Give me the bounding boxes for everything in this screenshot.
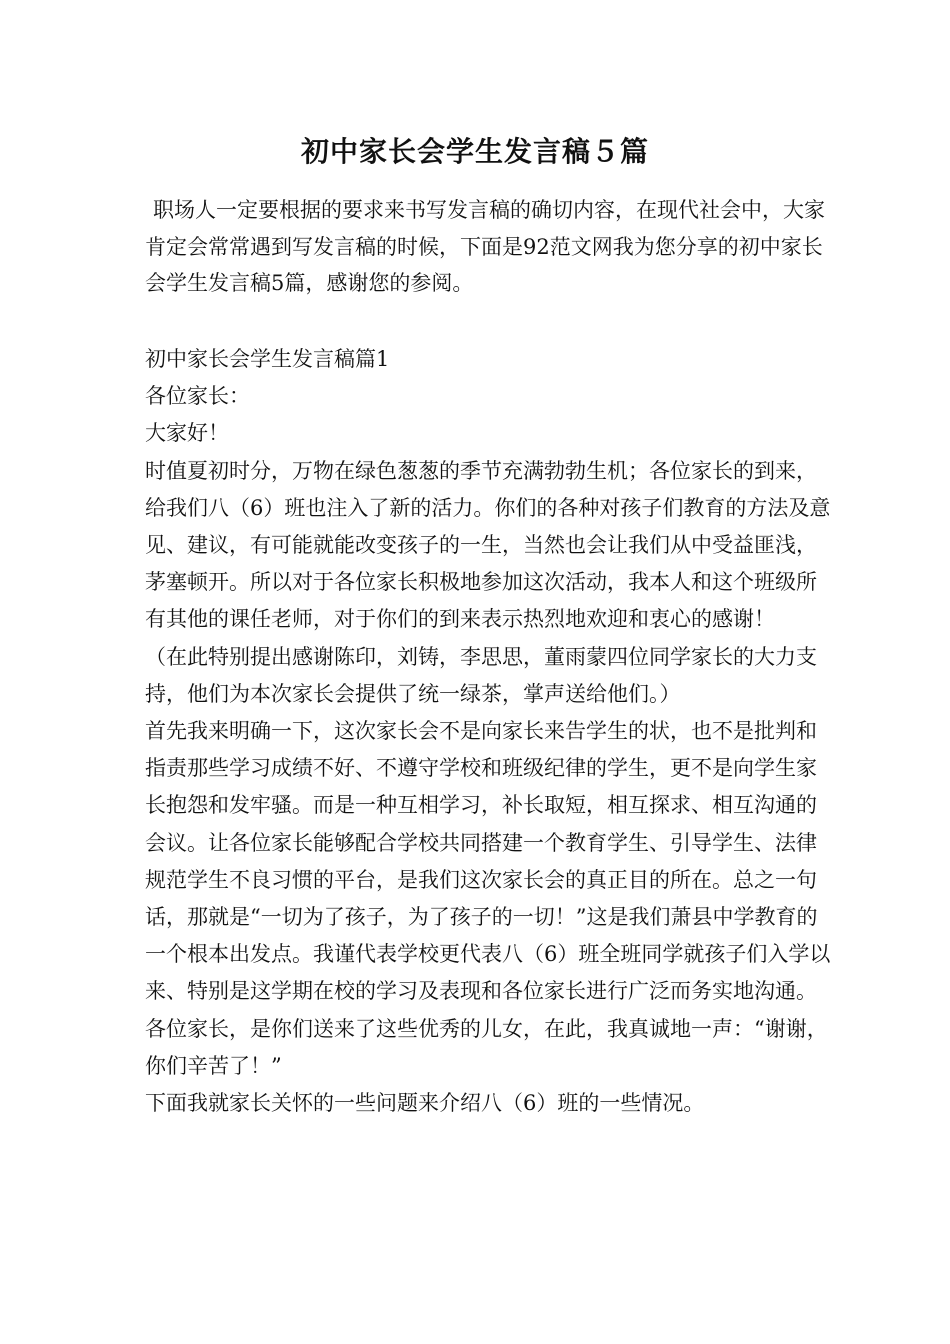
document-title: 初中家长会学生发言稿５篇 xyxy=(300,135,649,168)
salutation: 各位家长： xyxy=(145,384,250,409)
body-paragraph: 下面我就家长关怀的一些问题来介绍八（6）班的一些情况。 xyxy=(145,1091,705,1116)
body-paragraph: （在此特别提出感谢陈印，刘铸，李思思，董雨蒙四位同学家长的大力支持，他们为本次家长会提供了统一绿茶，掌声送给他们。） xyxy=(145,644,817,706)
document-body xyxy=(145,341,835,1122)
body-paragraph: 首先我来明确一下，这次家长会不是向家长来告学生的状，也不是批判和指责那些学习成绩不好、不遵守学校和班级纪律的学生，更不是向学生家长抱怨和发牢骚。而是一种互相学习，补长取短，相互探求、相互沟通的会议。让各位家长能够配合学校共同搭建一个教育学生、引导学生、法律规范学生不良习惯的平台，是我们这次家长会的真正目的所在。总之一句话，那就是“一切为了孩子，为了孩子的一切！”这是我们萧县中学教育的一个根本出发点。我谨代表学校更代表八（6）班全班同学就孩子们入学以来、特别是这学期在校的学习及表现和各位家长进行广泛而务实地沟通。各位家长，是你们送来了这些优秀的儿女，在此，我真诚地一声：“谢谢，你们辛苦了！” xyxy=(145,719,831,1078)
intro-paragraph: 职场人一定要根据的要求来书写发言稿的确切内容，在现代社会中，大家肯定会常常遇到写发言稿的时候，下面是92范文网我为您分享的初中家长会学生发言稿5篇，感谢您的参阅。 xyxy=(145,198,825,295)
body-paragraph: 时值夏初时分，万物在绿色葱葱的季节充满勃勃生机；各位家长的到来，给我们八（6）班也注入了新的活力。你们的各种对孩子们教育的方法及意见、建议，有可能就能改变孩子的一生，当然也会让我们从中受益匪浅，茅塞顿开。所以对于各位家长积极地参加这次活动，我本人和这个班级所有其他的课任老师，对于你们的到来表示热烈地欢迎和衷心的感谢！ xyxy=(145,458,831,632)
greeting: 大家好！ xyxy=(145,421,229,446)
section-heading: 初中家长会学生发言稿篇1 xyxy=(145,347,390,371)
